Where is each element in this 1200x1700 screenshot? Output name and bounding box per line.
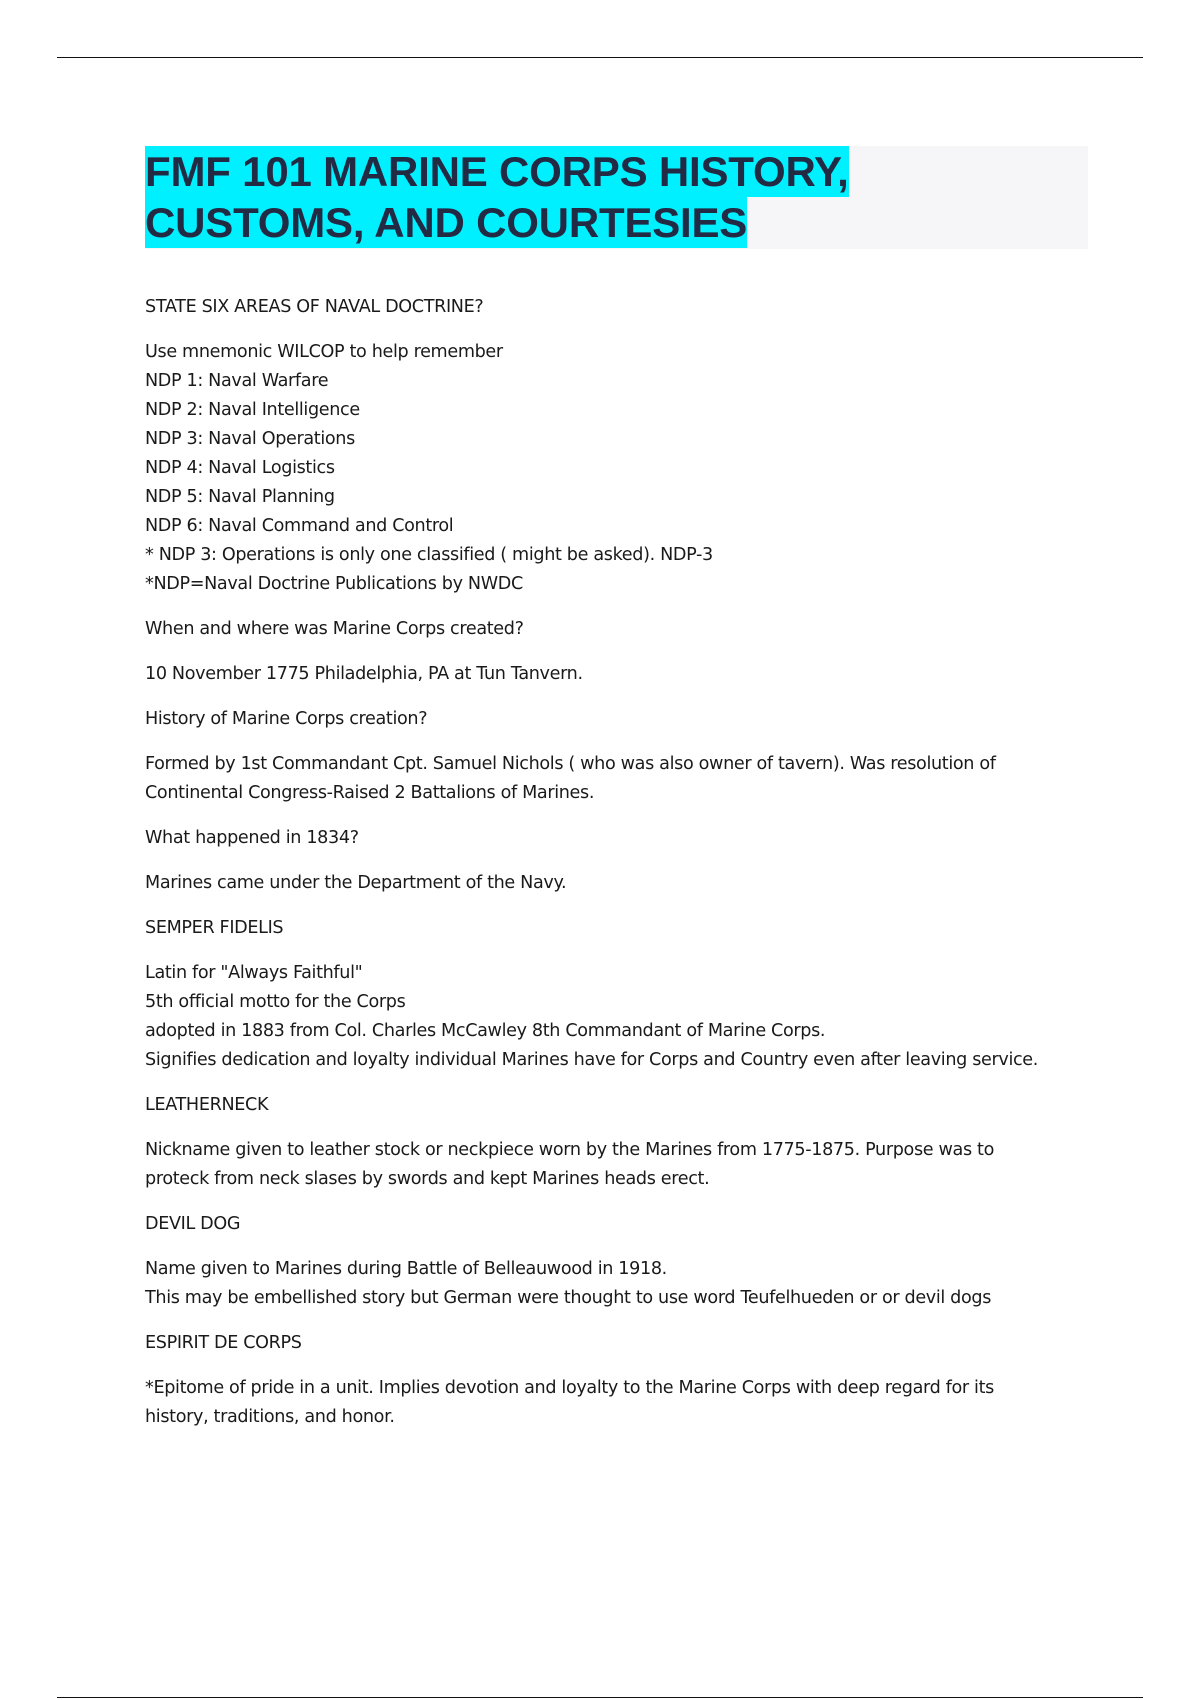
flashcard <box>145 615 1085 689</box>
flashcard-question: SEMPER FIDELIS <box>145 918 284 938</box>
flashcard-list <box>145 293 1085 1448</box>
flashcard <box>145 1210 1085 1313</box>
header-rule <box>57 57 1143 58</box>
flashcard-question: LEATHERNECK <box>145 1095 269 1115</box>
answer-line: Marines came under the Department of the Navy. <box>145 873 567 893</box>
answer-line: NDP 6: Naval Command and Control <box>145 516 454 536</box>
flashcard-question: DEVIL DOG <box>145 1214 241 1234</box>
flashcard-answer <box>145 1255 1085 1313</box>
flashcard-question: When and where was Marine Corps created? <box>145 619 524 639</box>
flashcard-answer <box>145 338 1085 599</box>
flashcard <box>145 705 1085 808</box>
answer-line: Continental Congress-Raised 2 Battalions of Marines. <box>145 783 595 803</box>
answer-line: *Epitome of pride in a unit. Implies devotion and loyalty to the Marine Corps with deep regard for its <box>145 1378 994 1398</box>
flashcard <box>145 1091 1085 1194</box>
answer-line: NDP 5: Naval Planning <box>145 487 335 507</box>
flashcard-answer <box>145 869 1085 898</box>
answer-line: Use mnemonic WILCOP to help remember <box>145 342 503 362</box>
flashcard-question: What happened in 1834? <box>145 828 359 848</box>
answer-line: *NDP=Naval Doctrine Publications by NWDC <box>145 574 523 594</box>
title-line-2: CUSTOMS, AND COURTESIES <box>145 199 748 246</box>
flashcard-answer <box>145 750 1085 808</box>
answer-line: proteck from neck slases by swords and kept Marines heads erect. <box>145 1169 710 1189</box>
flashcard <box>145 293 1085 599</box>
footer-rule <box>57 1697 1143 1698</box>
answer-line: adopted in 1883 from Col. Charles McCawley 8th Commandant of Marine Corps. <box>145 1021 826 1041</box>
answer-line: Formed by 1st Commandant Cpt. Samuel Nichols ( who was also owner of tavern). Was resolution of <box>145 754 996 774</box>
flashcard <box>145 824 1085 898</box>
flashcard-question: ESPIRIT DE CORPS <box>145 1333 302 1353</box>
answer-line: Nickname given to leather stock or neckpiece worn by the Marines from 1775-1875. Purpose was to <box>145 1140 994 1160</box>
answer-line: * NDP 3: Operations is only one classified ( might be asked). NDP-3 <box>145 545 713 565</box>
answer-line: Latin for "Always Faithful" <box>145 963 363 983</box>
title-line-1: FMF 101 MARINE CORPS HISTORY, <box>145 148 849 195</box>
answer-line: NDP 1: Naval Warfare <box>145 371 329 391</box>
answer-line: 5th official motto for the Corps <box>145 992 406 1012</box>
flashcard-answer <box>145 1136 1085 1194</box>
answer-line: NDP 4: Naval Logistics <box>145 458 335 478</box>
answer-line: history, traditions, and honor. <box>145 1407 395 1427</box>
flashcard-answer <box>145 959 1085 1075</box>
answer-line: NDP 2: Naval Intelligence <box>145 400 360 420</box>
flashcard <box>145 914 1085 1075</box>
flashcard-answer <box>145 660 1085 689</box>
answer-line: 10 November 1775 Philadelphia, PA at Tun Tanvern. <box>145 664 583 684</box>
answer-line: This may be embellished story but German were thought to use word Teufelhueden or or devil dogs <box>145 1288 992 1308</box>
answer-line: NDP 3: Naval Operations <box>145 429 355 449</box>
flashcard-answer <box>145 1374 1085 1432</box>
answer-line: Signifies dedication and loyalty individual Marines have for Corps and Country even after leaving service. <box>145 1050 1039 1070</box>
flashcard-question: STATE SIX AREAS OF NAVAL DOCTRINE? <box>145 297 484 317</box>
answer-line: Name given to Marines during Battle of Belleauwood in 1918. <box>145 1259 667 1279</box>
flashcard-question: History of Marine Corps creation? <box>145 709 428 729</box>
flashcard <box>145 1329 1085 1432</box>
document-title <box>145 146 1088 249</box>
